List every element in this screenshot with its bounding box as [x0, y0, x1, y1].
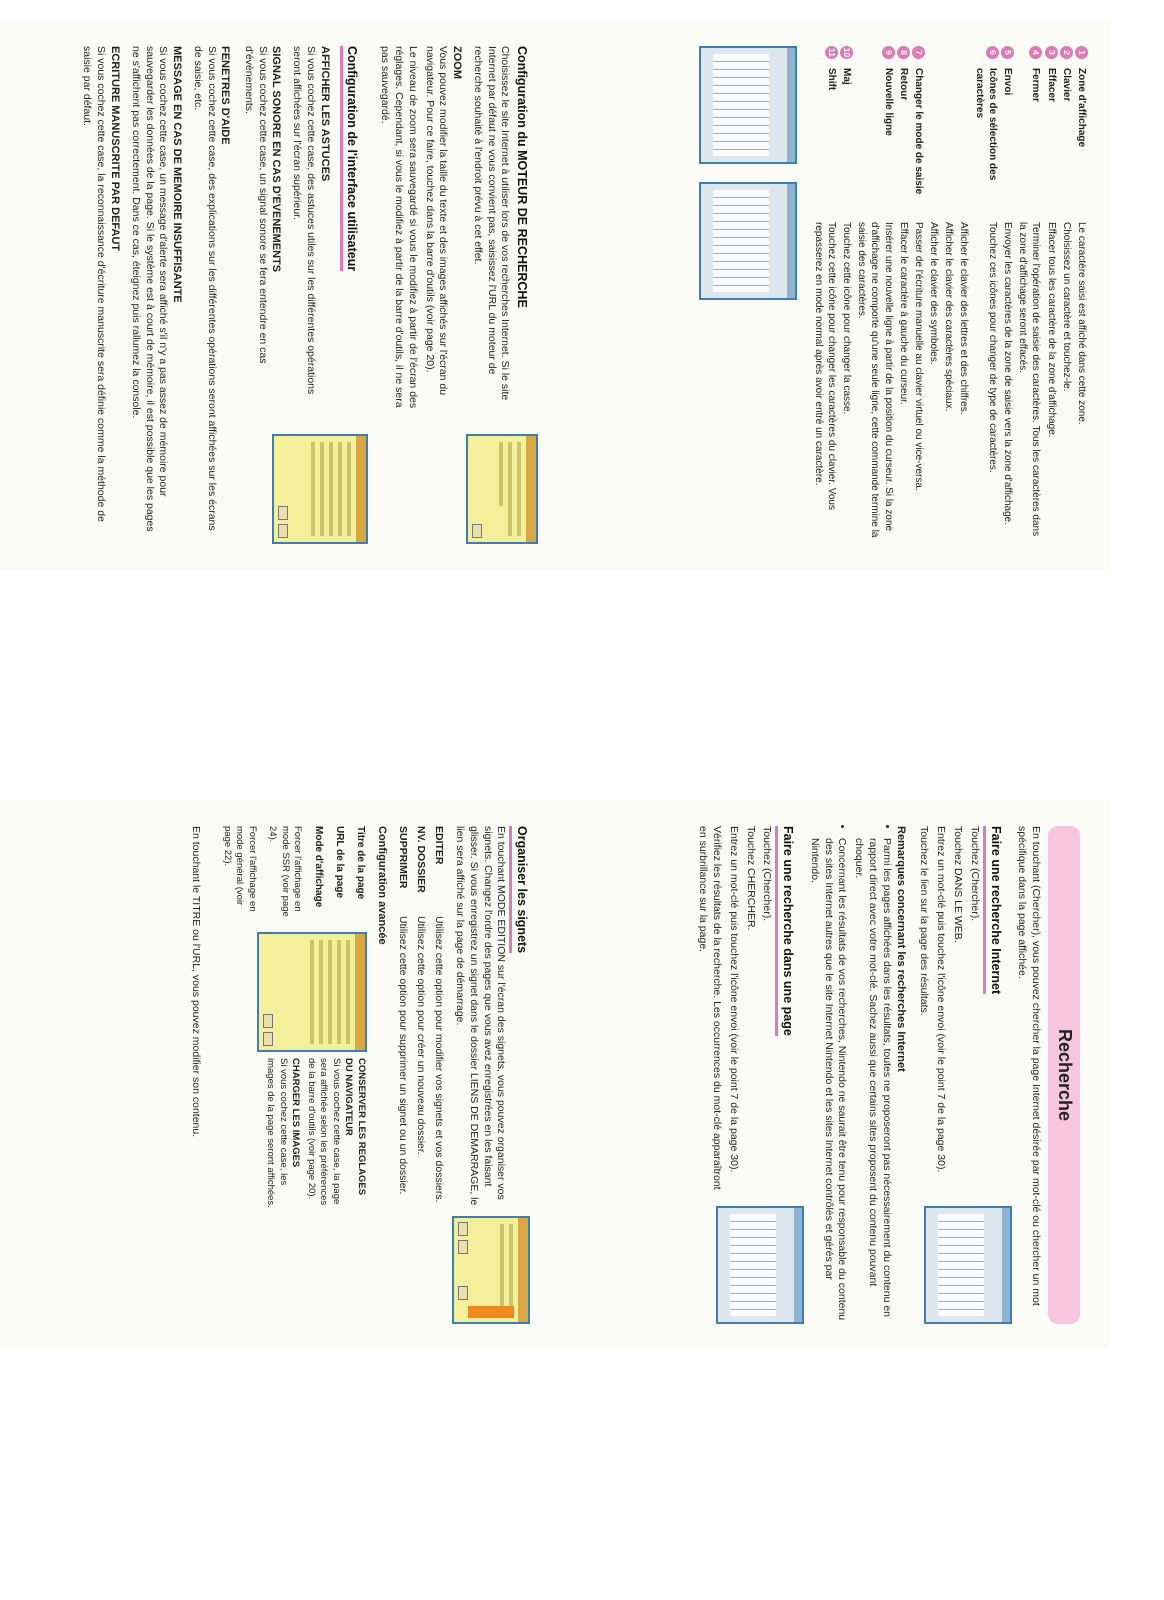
subheading: FENETRES D'AIDE: [219, 46, 232, 145]
step-item: Touchez (Chercher).: [761, 826, 774, 922]
legend-label: Changer le mode de saisie: [912, 68, 924, 195]
legend-label: [942, 68, 955, 218]
number-badge: 2: [1060, 46, 1073, 59]
legend-label: [957, 68, 970, 218]
legend-label: Shift: [825, 68, 837, 91]
charger-title: CHARGER LES IMAGES: [290, 1058, 302, 1168]
option-description: Utilisez cette option pour supprimer un signet ou un dossier.: [397, 916, 410, 1195]
legend-number: [1075, 46, 1088, 64]
paragraph: Choisissez le site Internet à utiliser lors de vos recherches Internet. Si le site Internet par défaut ne vous convient pas, saisissez l'URL du moteur de recherche souhaité à l'endroit prévu à cet effet.: [471, 46, 512, 401]
subheading: Configuration avancée: [376, 826, 389, 945]
legend-description: Terminer l'opération de saisie des caractères. Tous les caractères dans la zone d'affichage seront effacés.: [1017, 222, 1042, 537]
number-badge: 7: [912, 46, 925, 59]
remark-item: • Parmi les pages affichées dans les résultats, toutes ne proposeront pas nécessairement du contenu en rapport direct avec votre mot-clé. Sachez aussi que certains sites proposent du contenu pouvant choquer.: [852, 838, 894, 1324]
page-title: Recherche: [1048, 826, 1080, 1324]
legend-label: Nouvelle ligne: [882, 68, 894, 136]
legend-label: Zone d'affichage: [1076, 68, 1087, 148]
number-badge: 1: [1075, 46, 1088, 59]
ui-settings-screenshot: [272, 434, 368, 544]
legend-label: Fermer: [1030, 68, 1042, 102]
subheading: SIGNAL SONORE EN CAS D'EVENEMENTS: [270, 46, 283, 273]
search-engine-screenshot: [466, 434, 538, 544]
step-item: Touchez le lien sur la page des résultats.: [918, 826, 931, 1016]
legend-number: [1044, 46, 1057, 64]
step-item: Entrez un mot-clé puis touchez l'icône envoi (voir le point 7 de la page 30).: [727, 826, 740, 1173]
legend-description: Afficher le clavier des symboles.: [928, 222, 940, 365]
label-general: Forcer l'affichage en mode général (voir page 22).: [221, 826, 258, 912]
keyboard-screenshot-1: [699, 46, 797, 164]
steps-list: [917, 826, 981, 1196]
legend-number: [912, 46, 925, 64]
legend-label: Maj: [841, 68, 852, 85]
number-badge: 6: [986, 46, 999, 59]
legend-number: [942, 46, 955, 64]
paragraph: Si vous cochez cette case, un signal sonore se fera entendre en cas d'évènements.: [243, 46, 269, 364]
option-description: Utilisez cette option pour créer un nouveau dossier.: [415, 916, 428, 1155]
step-item: Entrez un mot-clé puis touchez l'icône envoi (voir le point 7 de la page 30).: [935, 826, 948, 1173]
search-screenshot-1: [924, 1206, 1012, 1324]
legend-description: Touchez cette icône pour changer la casse.: [841, 222, 852, 415]
section-heading: Organiser les signets: [510, 826, 531, 953]
option-description: Utilisez cette option pour modifier vos signets et vos dossiers.: [433, 916, 446, 1203]
section-heading: Configuration du MOTEUR DE RECHERCHE: [515, 46, 529, 308]
paragraph: Si vous cochez cette case, des explications sur les différentes opérations seront affichées sur les écrans de saisie, etc.: [191, 46, 218, 531]
options-table: [395, 826, 445, 1324]
paragraph: Si vous cochez cette case, la reconnaissance d'écriture manuscrite sera définie comme la méthode de saisie par défaut.: [81, 46, 108, 522]
keyboard-screenshot-2: [699, 182, 797, 300]
paragraph: Si vous cochez cette case, la page sera affichée selon les préférences de la barre d'outils (voir page 20).: [305, 1058, 342, 1206]
legend-number: [840, 46, 853, 64]
bookmarks-screenshot: [452, 1216, 530, 1324]
legend-number: [1001, 46, 1014, 64]
section-heading: Configuration de l'interface utilisateur: [340, 46, 361, 271]
page-40: [0, 20, 560, 570]
legend-number: [1060, 46, 1073, 64]
legend-description: Effacer tous les caractère de la zone d'affichage.: [1045, 222, 1057, 438]
legend-label: Clavier: [1060, 68, 1072, 102]
keyboard-screens: [699, 46, 797, 544]
legend-label: Icônes de sélection des caractères: [973, 68, 998, 181]
legend-description: Afficher le clavier des lettres et des chiffres.: [958, 222, 970, 415]
legend-description: Choisissez un caractère et touchez-le.: [1060, 222, 1072, 392]
section-heading: Faire une recherche Internet: [983, 826, 1004, 994]
legend-description: Envoyer les caractères de la zone de saisie vers la zone d'affichage.: [1002, 222, 1014, 526]
subheading: MESSAGE EN CAS DE MEMOIRE INSUFFISANTE: [170, 46, 183, 303]
paragraph: Si vous cochez cette case, des astuces utiles sur les différentes opérations seront affichées sur l'écran supérieur.: [291, 46, 318, 395]
number-badge: 5: [1001, 46, 1014, 59]
legend-number: [1016, 46, 1042, 64]
label-mode: Mode d'affichage: [312, 826, 324, 908]
step-item: Touchez CHERCHER.: [744, 826, 757, 931]
advanced-config: [212, 826, 367, 1324]
step-item: Touchez (Chercher).: [969, 826, 982, 922]
keyboard-legend: [811, 46, 1088, 544]
number-badge: 11: [826, 48, 837, 57]
number-badge: 3: [1045, 46, 1058, 59]
legend-number: [973, 46, 999, 64]
legend-number: [927, 46, 940, 64]
subheading: AFFICHER LES ASTUCES: [318, 46, 331, 182]
legend-label: Retour: [897, 68, 909, 101]
legend-description: Touchez ces icônes pour changer de type de caractères.: [986, 222, 998, 473]
subheading: ZOOM: [450, 46, 463, 79]
number-badge: 4: [1029, 46, 1042, 59]
legend-description: Touchez cette icône pour changer les caractères du clavier. Vous repasserez en mode normal après avoir entré un caractère.: [812, 222, 837, 510]
legend-description: Le caractère saisi est affiché dans cette zone.: [1076, 222, 1087, 425]
option-name: SUPPRIMER: [397, 826, 410, 889]
section-heading: Faire une recherche dans une page: [775, 826, 796, 1036]
subheading: Remarques concernant les recherches Internet: [894, 826, 907, 1072]
paragraph: Si vous cochez cette case, un message d'alerte sera affiché s'il n'y a pas assez de mémoire pour sauvegarder les données de la page. Si le système est à court de mémoire, il est possible que les pages ne s'affichent pas correctement. Dans ce cas, éteignez puis rallumez la console.: [129, 46, 170, 532]
paragraph: Le niveau de zoom sera sauvegardé si vous le modifiez à partir de l'écran des réglages. Cependant, si vous le modifiez à partir de la barre d'outils, il ne sera pas sauvegardé.: [378, 46, 419, 409]
paragraph: En touchant (Chercher), vous pouvez chercher la page Internet désirée par mot-clé ou chercher un mot spécifique dans la page affichée.: [1016, 826, 1043, 1306]
step-item: Touchez DANS LE WEB.: [952, 826, 965, 943]
label-ssr: Forcer l'affichage en mode SSR (voir page 24).: [267, 826, 304, 917]
option-name: EDITER: [433, 826, 446, 865]
legend-description: Insérer une nouvelle ligne à partir de la position du curseur. Si la zone d'affichage ne comporte qu'une seule ligne, cette commande termine la saisie des caractères.: [856, 222, 894, 538]
legend-number: [855, 46, 895, 64]
legend-description: Afficher le clavier des caractères spéciaux.: [943, 222, 955, 412]
number-badge: 9: [882, 46, 895, 59]
conserver-title: CONSERVER LES REGLAGES DU NAVIGATEUR: [343, 1058, 367, 1196]
legend-label: Effacer: [1045, 68, 1057, 102]
option-name: NV. DOSSIER: [415, 826, 428, 893]
paragraph: En touchant MODE EDITION sur l'écran des signets, vous pouvez organiser vos signets. Changez l'ordre des pages que vous avez enregistrées en les faisant glisser. Si vous enregistrez un signet dans le dossier LIENS DE DEMARRAGE, le lien sera affiché sur la page de démarrage.: [453, 826, 508, 1206]
legend-number: [957, 46, 970, 64]
label-url: URL de la page: [333, 826, 345, 899]
legend-label: [927, 68, 940, 218]
legend-number: [811, 46, 837, 64]
legend-label: Envoi: [1002, 68, 1014, 96]
step-item: Vérifiez les résultats de la recherche. Les occurrences du mot-clé apparaîtront en surbrillance sur la page.: [696, 826, 723, 1190]
legend-description: Effacer le caractère à gauche du curseur.: [897, 222, 909, 405]
page-36: [0, 800, 560, 1350]
paragraph: Si vous cochez cette case, les images de la page seront affichées.: [265, 1058, 289, 1208]
search-screenshot-2: [716, 1206, 804, 1324]
label-titre: Titre de la page: [354, 826, 366, 900]
edit-bookmark-screenshot: [257, 932, 367, 1052]
legend-number: [897, 46, 910, 64]
remark-item: • Concernant les résultats de vos recherches, Nintendo ne saurait être tenu pour responsable du contenu des sites Internet autres que le site Internet Nintendo et les sites Internet contrôlés et gérés par Nintendo.: [807, 838, 849, 1324]
number-badge: 8: [897, 46, 910, 59]
steps-list: [695, 826, 773, 1196]
paragraph: Vous pouvez modifier la taille du texte et des images affichés sur l'écran du navigateur. Pour ce faire, touchez dans la barre d'outils (voir page 20).: [423, 46, 450, 396]
legend-description: Passer de l'écriture manuelle au clavier virtuel ou vice-versa.: [912, 222, 924, 491]
subheading: ECRITURE MANUSCRITE PAR DEFAUT: [108, 46, 121, 252]
number-badge: 10: [842, 47, 852, 58]
remarks-list: [807, 826, 893, 1324]
footer-note: En touchant le TITRE ou l'URL, vous pouvez modifier son contenu.: [190, 826, 203, 1138]
